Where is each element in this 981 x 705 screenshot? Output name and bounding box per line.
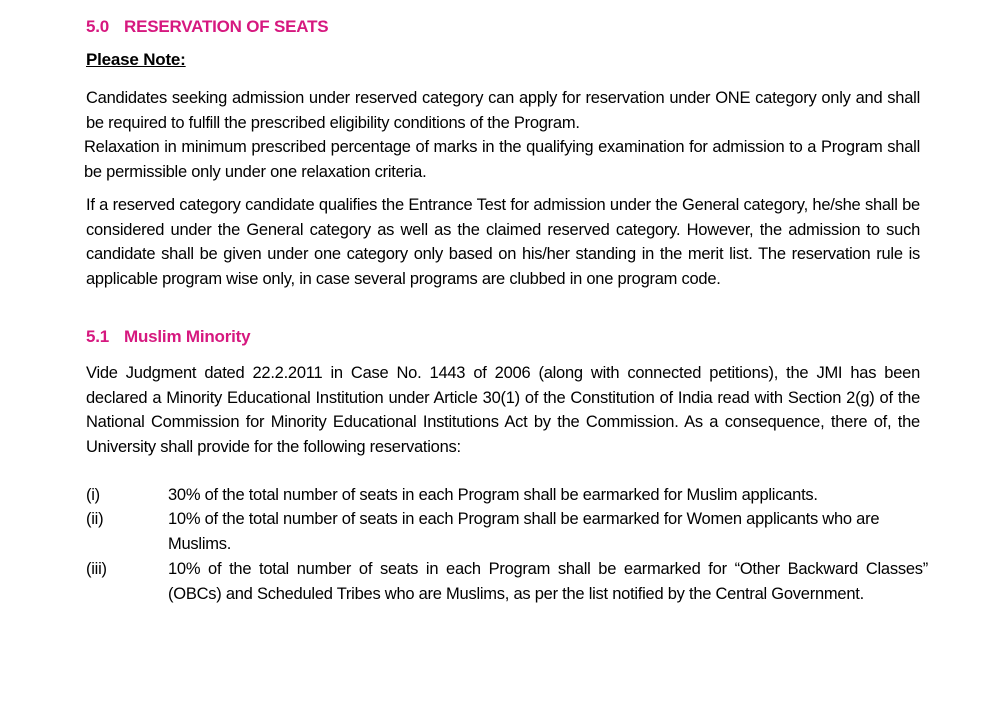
section-title: RESERVATION OF SEATS	[124, 17, 329, 36]
list-marker: (iii)	[86, 560, 107, 578]
list-text: 30% of the total number of seats in each Program shall be earmarked for Muslim applicants.	[168, 486, 818, 504]
please-note-label: Please Note:	[86, 50, 186, 69]
section-number: 5.0	[86, 17, 110, 36]
section-title: Muslim Minority	[124, 327, 251, 346]
list-marker: (ii)	[86, 510, 104, 528]
section-heading-5-0	[86, 17, 328, 37]
section-heading-5-1	[86, 327, 250, 347]
list-text: 10% of the total number of seats in each Program shall be earmarked for Women applicants who are Muslims.	[168, 510, 880, 553]
list-text: 10% of the total number of seats in each Program shall be earmarked for “Other Backward Classes” (OBCs) and Scheduled Tribes who are Muslims, as per the list notified by the Central Government.	[168, 560, 928, 603]
paragraph-muslim-minority: Vide Judgment dated 22.2.2011 in Case No. 1443 of 2006 (along with connected petitions), the JMI has been declared a Minority Educational Institution under Article 30(1) of the Constitution of India read with Section 2(g) of the National Commission for Minority Educational Institutions Act by the Commission. As a consequence, there of, the University shall provide for the following reservations:	[86, 364, 920, 456]
paragraph-relaxation: Relaxation in minimum prescribed percentage of marks in the qualifying examination for admission to a Program shall be permissible only under one relaxation criteria.	[84, 138, 920, 181]
section-number: 5.1	[86, 327, 110, 346]
paragraph-reserved-category: Candidates seeking admission under reserved category can apply for reservation under ONE category only and shall be required to fulfill the prescribed eligibility conditions of the Program.	[86, 89, 920, 132]
paragraph-general-category: If a reserved category candidate qualifies the Entrance Test for admission under the General category, he/she shall be considered under the General category as well as the claimed reserved category. However, the admission to such candidate shall be given under one category only based on his/her standing in the merit list. The reservation rule is applicable program wise only, in case several programs are clubbed in one program code.	[86, 196, 920, 288]
list-marker: (i)	[86, 486, 100, 504]
